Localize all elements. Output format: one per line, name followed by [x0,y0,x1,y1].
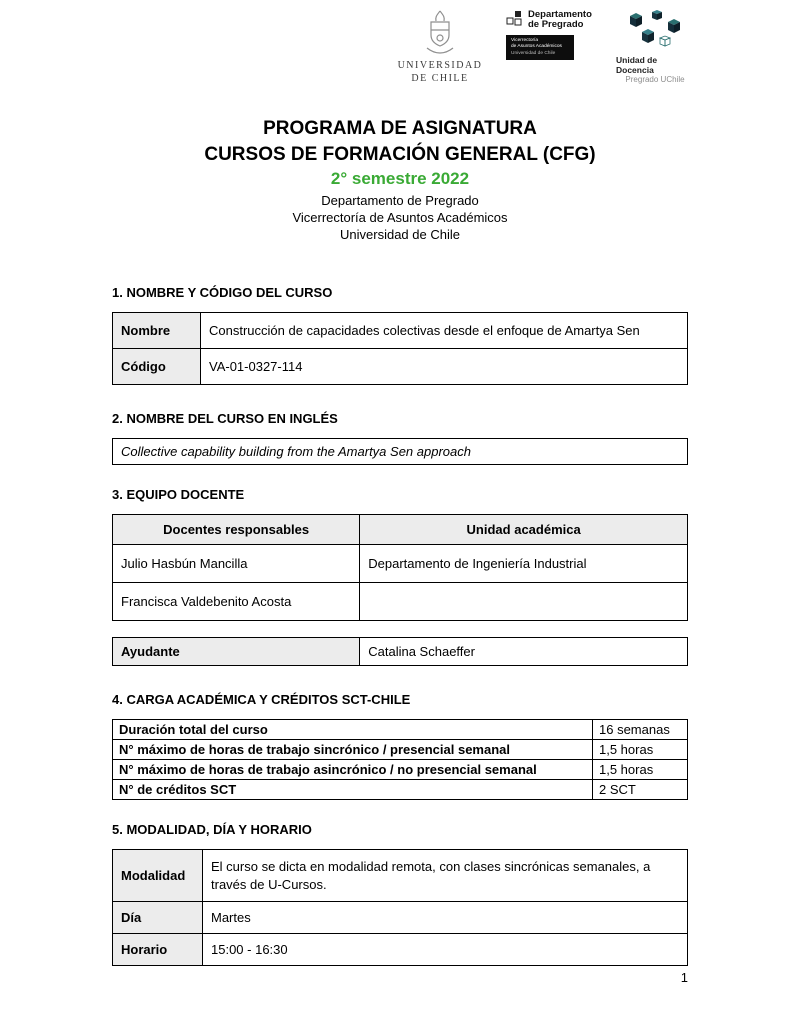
credits-value-cell: 1,5 horas [593,760,688,780]
table-row [113,934,688,966]
semester-line: 2° semestre 2022 [330,169,470,189]
page-number: 1 [680,970,688,985]
table-row [113,349,688,385]
table-row [113,902,688,934]
table-row [113,313,688,349]
ayudante-label-cell: Ayudante [113,638,360,666]
table-row [113,439,688,465]
vaa-badge-line-3: Universidad de Chile [511,50,556,56]
pregrado-squares-icon [506,10,524,28]
credits-value-cell: 1,5 horas [593,740,688,760]
modalidad-label-cell: Modalidad [113,850,203,902]
title-line-2: CURSOS DE FORMACIÓN GENERAL (CFG) [204,143,596,165]
assistant-table [112,637,688,666]
nombre-label-cell: Nombre [113,313,201,349]
table-row [113,720,688,740]
horario-value-cell: 15:00 - 16:30 [203,934,688,966]
pregrado-title-2: de Pregrado [528,19,584,31]
table-row [113,850,688,902]
credits-value-cell: 2 SCT [593,780,688,800]
ayudante-value-cell: Catalina Schaeffer [360,638,688,666]
table-row [113,780,688,800]
docente-unit-cell [360,583,688,621]
docente-name-cell: Francisca Valdebenito Acosta [113,583,360,621]
uchile-logo-text-2: DE CHILE [411,72,469,84]
schedule-table [112,849,688,966]
vaa-badge [506,35,574,60]
document-body [112,285,688,966]
docencia-text-2: Pregrado UChile [625,75,685,84]
credits-table [112,719,688,800]
subtitle-vice: Vicerrectoría de Asuntos Académicos [292,209,508,225]
subtitle-dept: Departamento de Pregrado [321,193,479,209]
codigo-label-cell: Código [113,349,201,385]
uchile-logo [397,10,483,85]
english-name-cell: Collective capability building from the Amartya Sen approach [113,439,688,465]
modalidad-value-cell: El curso se dicta en modalidad remota, con clases sincrónicas semanales, a través de U-Cursos. [203,850,688,902]
credits-label-cell: N° máximo de horas de trabajo sincrónico / presencial semanal [113,740,593,760]
title-line-1: PROGRAMA DE ASIGNATURA [263,118,537,139]
section-3-heading: 3. EQUIPO DOCENTE [112,487,245,503]
credits-label-cell: Duración total del curso [113,720,593,740]
docente-name-cell: Julio Hasbún Mancilla [113,545,360,583]
vaa-badge-line-1: Vicerrectoría [511,37,539,43]
uchile-logo-text-1: UNIVERSIDAD [397,60,483,71]
teaching-team-table [112,514,688,621]
section-1-heading: 1. NOMBRE Y CÓDIGO DEL CURSO [112,285,333,301]
docencia-cubes-icon [622,10,688,52]
uchile-crest-icon [423,10,457,58]
english-name-table [112,438,688,465]
table-row [113,583,688,621]
docencia-logo [616,10,694,84]
section-4-heading: 4. CARGA ACADÉMICA Y CRÉDITOS SCT-CHILE [112,692,411,708]
table-header-row [113,515,688,545]
pregrado-logo [506,10,590,60]
table-row [113,638,688,666]
docencia-text-1: Unidad de Docencia [616,55,658,75]
document-title-block [0,116,800,243]
credits-label-cell: N° máximo de horas de trabajo asincrónico / no presencial semanal [113,760,593,780]
table-row [113,760,688,780]
section-5-heading: 5. MODALIDAD, DÍA Y HORARIO [112,822,312,838]
credits-label-cell: N° de créditos SCT [113,780,593,800]
pregrado-title-1: Departamento [528,9,592,20]
unidad-column-header: Unidad académica [360,515,688,545]
course-name-code-table [112,312,688,385]
subtitle-univ: Universidad de Chile [340,226,460,242]
credits-value-cell: 16 semanas [593,720,688,740]
dia-value-cell: Martes [203,902,688,934]
dia-label-cell: Día [113,902,203,934]
docentes-column-header: Docentes responsables [113,515,360,545]
docente-unit-cell: Departamento de Ingeniería Industrial [360,545,688,583]
table-row [113,545,688,583]
nombre-value-cell: Construcción de capacidades colectivas desde el enfoque de Amartya Sen [201,313,688,349]
vaa-badge-line-2: de Asuntos Académicos [511,44,562,50]
table-row [113,740,688,760]
header-logos [0,0,800,88]
section-2-heading: 2. NOMBRE DEL CURSO EN INGLÉS [112,411,338,427]
horario-label-cell: Horario [113,934,203,966]
codigo-value-cell: VA-01-0327-114 [201,349,688,385]
